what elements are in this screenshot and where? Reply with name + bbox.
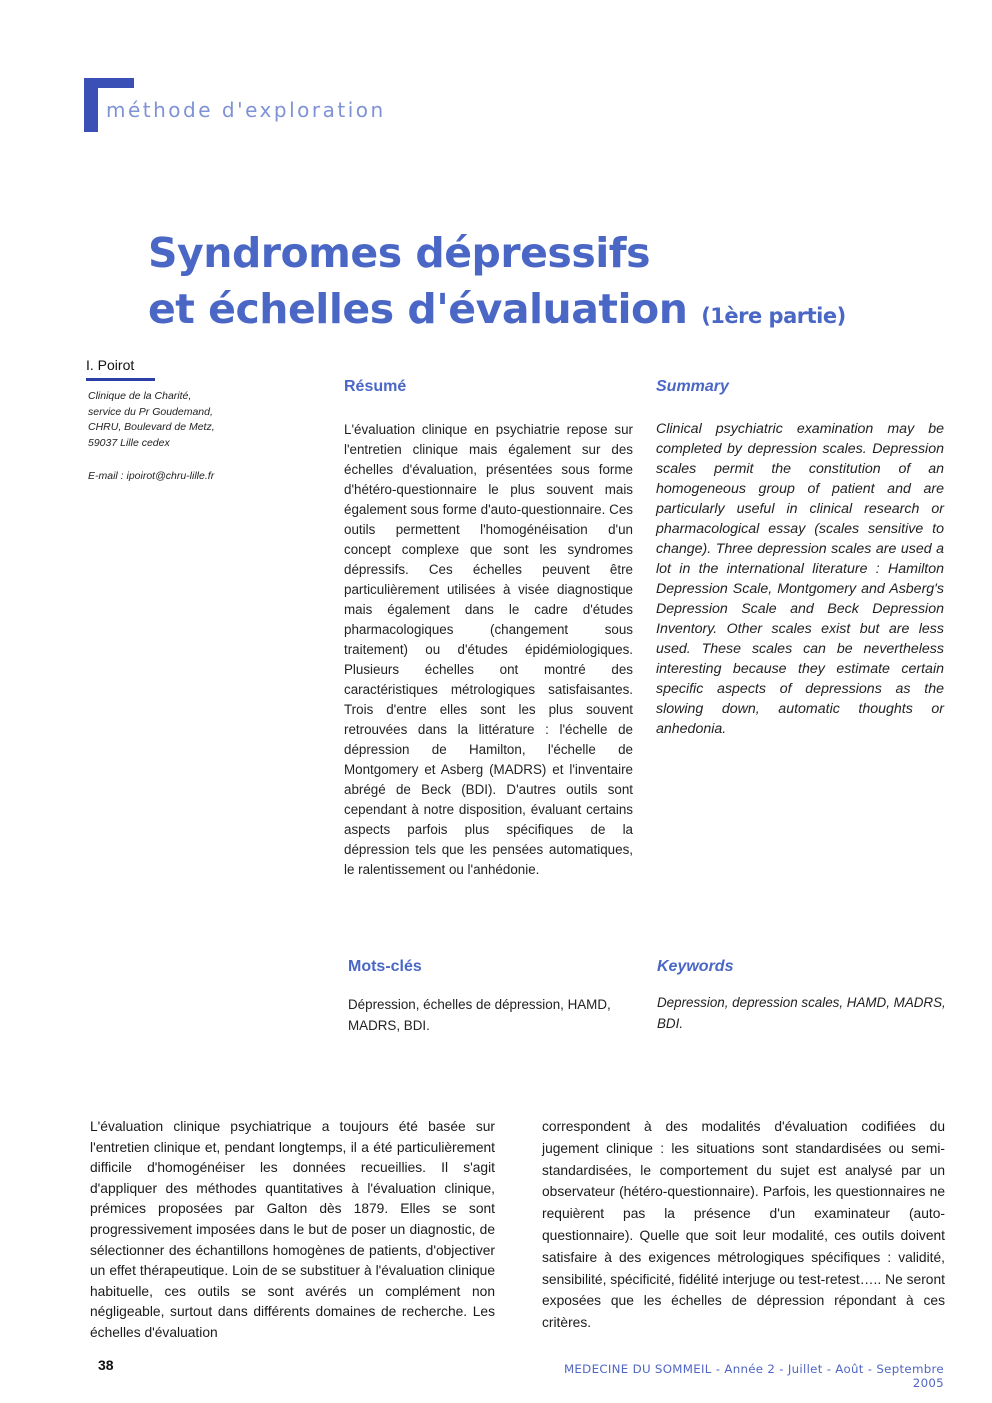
title-line-2: et échelles d'évaluation [148, 285, 688, 333]
author-divider [86, 378, 155, 381]
title-part: (1ère partie) [701, 304, 846, 328]
article-title [148, 225, 846, 344]
section-rubric: méthode d'exploration [106, 98, 386, 122]
keywords-fr-heading: Mots-clés [348, 958, 422, 975]
journal-footer: MEDECINE DU SOMMEIL - Année 2 - Juillet - Août - Septembre 2005 [563, 1362, 944, 1390]
author-name: I. Poirot [86, 357, 135, 373]
keywords-en-heading: Keywords [657, 958, 734, 975]
author-affiliation [88, 389, 248, 451]
title-line-1: Syndromes dépressifs [148, 229, 651, 277]
page-number: 38 [98, 1357, 114, 1373]
author-email: E-mail : ipoirot@chru-lille.fr [88, 470, 215, 482]
body-column-right: correspondent à des modalités d'évaluation codifiées du jugement clinique : les situations sont standardisées ou semi-standardisées, le comportement du sujet est analysé par un observateur (hétéro-questionnaire). Parfois, les questionnaires ne requièrent pas la présence d'un examinateur (auto-questionnaire). Quelle que soit leur modalité, ces outils doivent satisfaire à des exigences métrologiques spécifiques : validité, sensibilité, spécificité, fidélité interjuge ou test-retest….. Ne seront exposées que les échelles de dépression répondant à ces critères. [542, 1119, 945, 1331]
affiliation-line: service du Pr Goudemand, [88, 405, 213, 418]
affiliation-line: Clinique de la Charité, [88, 390, 192, 402]
abstract-en-text: Clinical psychiatric examination may be completed by depression scales. Depression scales permit the constitution of an homogeneous group of patient and are particularly useful in clinical research or pharmacological essay (scales sensitive to change). Three depression scales are used a lot in the international literature : Hamilton Depression Scale, Montgomery and Asberg's Depression Scale and Beck Depression Inventory. Other scales exist but are less used. These scales can be nevertheless interesting because they estimate certain specific aspects of depressions as the slowing down, automatic thoughts or anhedonia. [656, 421, 944, 737]
abstract-fr-text: L'évaluation clinique en psychiatrie repose sur l'entretien clinique mais également sur des échelles d'évaluation, présentées sous forme d'hétéro-questionnaire le plus souvent mais également sous forme d'auto-questionnaire. Ces outils permettent l'homogénéisation d'un concept complexe que sont les syndromes dépressifs. Ces échelles peuvent être particulièrement utilisées à visée diagnostique mais également dans le cadre d'études pharmacologiques (changement sous traitement) ou d'études épidémiologiques. Plusieurs échelles ont montré des caractéristiques métrologiques satisfaisantes. Trois d'entre elles sont les plus souvent retrouvées dans la littérature : l'échelle de dépression de Hamilton, l'échelle de Montgomery et Asberg (MADRS) et l'inventaire abrégé de Beck (BDI). D'autres outils sont cependant à notre disposition, évaluant certains aspects parfois plus spécifiques de la dépression tels que les pensées automatiques, le ralentissement ou l'anhédonie. [344, 422, 633, 877]
rubric-decoration-bar [84, 78, 98, 132]
keywords-en-text: Depression, depression scales, HAMD, MADRS, BDI. [657, 995, 946, 1031]
body-column-left: L'évaluation clinique psychiatrique a toujours été basée sur l'entretien clinique et, pendant longtemps, il a été particulièrement difficile d'homogénéiser les données recueillies. Il s'agit d'appliquer des méthodes quantitatives à l'évaluation clinique, prémices proposées par Galton dès 1879. Elles se sont progressivement imposées dans le but de poser un diagnostic, de sélectionner des échantillons homogènes de patients, d'objectiver un effet thérapeutique. Loin de se substituer à l'évaluation clinique habituelle, ces outils se sont avérés un complément non négligeable, surtout dans différents domaines de recherche. Les échelles d'évaluation [90, 1119, 495, 1340]
keywords-fr-text: Dépression, échelles de dépression, HAMD, MADRS, BDI. [348, 997, 611, 1033]
abstract-fr-heading: Résumé [344, 378, 407, 395]
affiliation-line: CHRU, Boulevard de Metz, [88, 421, 215, 433]
abstract-en-heading: Summary [656, 378, 729, 395]
affiliation-line: 59037 Lille cedex [88, 436, 170, 449]
